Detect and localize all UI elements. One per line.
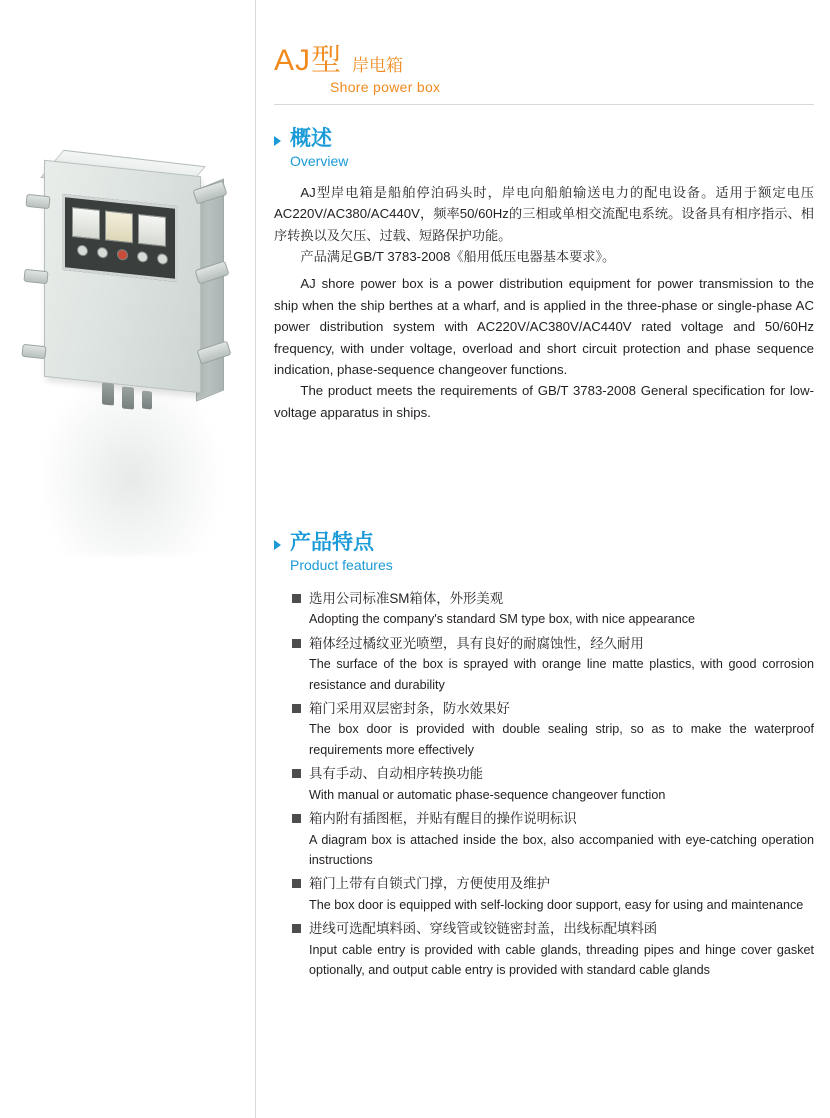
- square-bullet-icon: [292, 879, 301, 888]
- square-bullet-icon: [292, 814, 301, 823]
- page-title: [274, 46, 814, 95]
- feature-text-cn: 箱体经过橘纹亚光喷塑，具有良好的耐腐蚀性，经久耐用: [309, 635, 644, 651]
- triangle-right-icon: [274, 540, 281, 550]
- cable-gland-icon: [122, 386, 134, 409]
- feature-text-en: Adopting the company's standard SM type box, with nice appearance: [309, 612, 696, 627]
- features-section: [274, 530, 814, 983]
- feature-text-en: The box door is provided with double sealing strip, so as to make the waterproof requirements more effectively: [309, 722, 814, 757]
- overview-paragraph-cn-1: AJ型岸电箱是船舶停泊码头时，岸电向船舶输送电力的配电设备。适用于额定电压AC220V/AC380/AC440V，频率50/60Hz的三相或单相交流配电系统。设备具有相序指示、相序转换以及欠压、过载、短路保护功能。: [274, 184, 814, 243]
- list-item: [292, 808, 814, 870]
- product-name-en: Shore power box: [330, 79, 441, 95]
- list-item: [292, 918, 814, 980]
- overview-body: [274, 182, 814, 423]
- list-item: [292, 698, 814, 760]
- overview-section: [274, 126, 814, 423]
- feature-text-en: With manual or automatic phase-sequence changeover function: [309, 787, 666, 802]
- triangle-right-icon: [274, 136, 281, 146]
- square-bullet-icon: [292, 924, 301, 933]
- feature-text-en: The box door is equipped with self-locking door support, easy for using and maintenance: [309, 897, 804, 912]
- product-name-cn: 岸电箱: [352, 56, 404, 75]
- instrument-panel: [62, 194, 178, 282]
- knob-icon: [97, 247, 108, 259]
- title-rule: [274, 104, 814, 105]
- feature-text-cn: 箱门上带有自锁式门撑，方便使用及维护: [309, 876, 551, 892]
- product-photo: [18, 140, 238, 440]
- feature-text-cn: 具有手动、自动相序转换功能: [309, 766, 484, 782]
- knob-icon: [137, 251, 148, 263]
- square-bullet-icon: [292, 639, 301, 648]
- feature-text-en: The surface of the box is sprayed with orange line matte plastics, with good corrosion resistance and durability: [309, 657, 814, 692]
- hinge-icon: [23, 269, 48, 284]
- indicator-lamp-icon: [117, 249, 128, 261]
- hinge-icon: [25, 194, 50, 209]
- feature-text-cn: 箱门采用双层密封条，防水效果好: [309, 701, 510, 717]
- meter-icon: [105, 210, 133, 243]
- knob-icon: [77, 244, 88, 256]
- list-item: [292, 763, 814, 805]
- overview-paragraph-en-2: The product meets the requirements of GB/T 3783-2008 General specification for low-voltage apparatus in ships.: [274, 383, 814, 420]
- product-image-column: [0, 0, 255, 1118]
- features-heading-cn: 产品特点: [290, 531, 374, 554]
- knob-icon: [157, 253, 168, 265]
- square-bullet-icon: [292, 594, 301, 603]
- meter-icon: [138, 214, 166, 247]
- list-item: [292, 873, 814, 915]
- cable-gland-icon: [102, 382, 114, 405]
- product-model: AJ型: [274, 44, 343, 77]
- features-heading: [274, 530, 814, 574]
- overview-heading-cn: 概述: [290, 127, 332, 150]
- features-list: [274, 588, 814, 980]
- overview-heading: [274, 126, 814, 170]
- meter-icon: [72, 207, 100, 240]
- cable-gland-icon: [142, 390, 152, 409]
- features-heading-en: Product features: [290, 557, 393, 574]
- hinge-icon: [21, 344, 46, 359]
- square-bullet-icon: [292, 704, 301, 713]
- list-item: [292, 633, 814, 695]
- overview-paragraph-cn-2: 产品满足GB/T 3783-2008《船用低压电器基本要求》。: [300, 249, 616, 265]
- feature-text-en: Input cable entry is provided with cable glands, threading pipes and hinge cover gasket optionally, and output cable entry is provided with standard cable glands: [309, 942, 814, 977]
- feature-text-cn: 进线可选配填料函、穿线管或铰链密封盖，出线标配填料函: [309, 921, 658, 937]
- content-column: [256, 0, 830, 1118]
- list-item: [292, 588, 814, 630]
- overview-heading-en: Overview: [290, 153, 349, 170]
- overview-paragraph-en-1: AJ shore power box is a power distribution equipment for power transmission to the ship when the ship berthes at a wharf, and is applied in the three-phase or single-phase AC power distribution system with AC220V/AC380V/AC440V rated voltage and 50/60Hz frequency, with under voltage, overload and short circuit protection and phase sequence indication, phase-sequence changeover functions.: [274, 276, 814, 377]
- feature-text-cn: 箱内附有插图框，并贴有醒目的操作说明标识: [309, 811, 577, 827]
- feature-text-cn: 选用公司标准SM箱体，外形美观: [309, 590, 504, 606]
- feature-text-en: A diagram box is attached inside the box, also accompanied with eye-catching operation instructions: [309, 832, 814, 867]
- square-bullet-icon: [292, 769, 301, 778]
